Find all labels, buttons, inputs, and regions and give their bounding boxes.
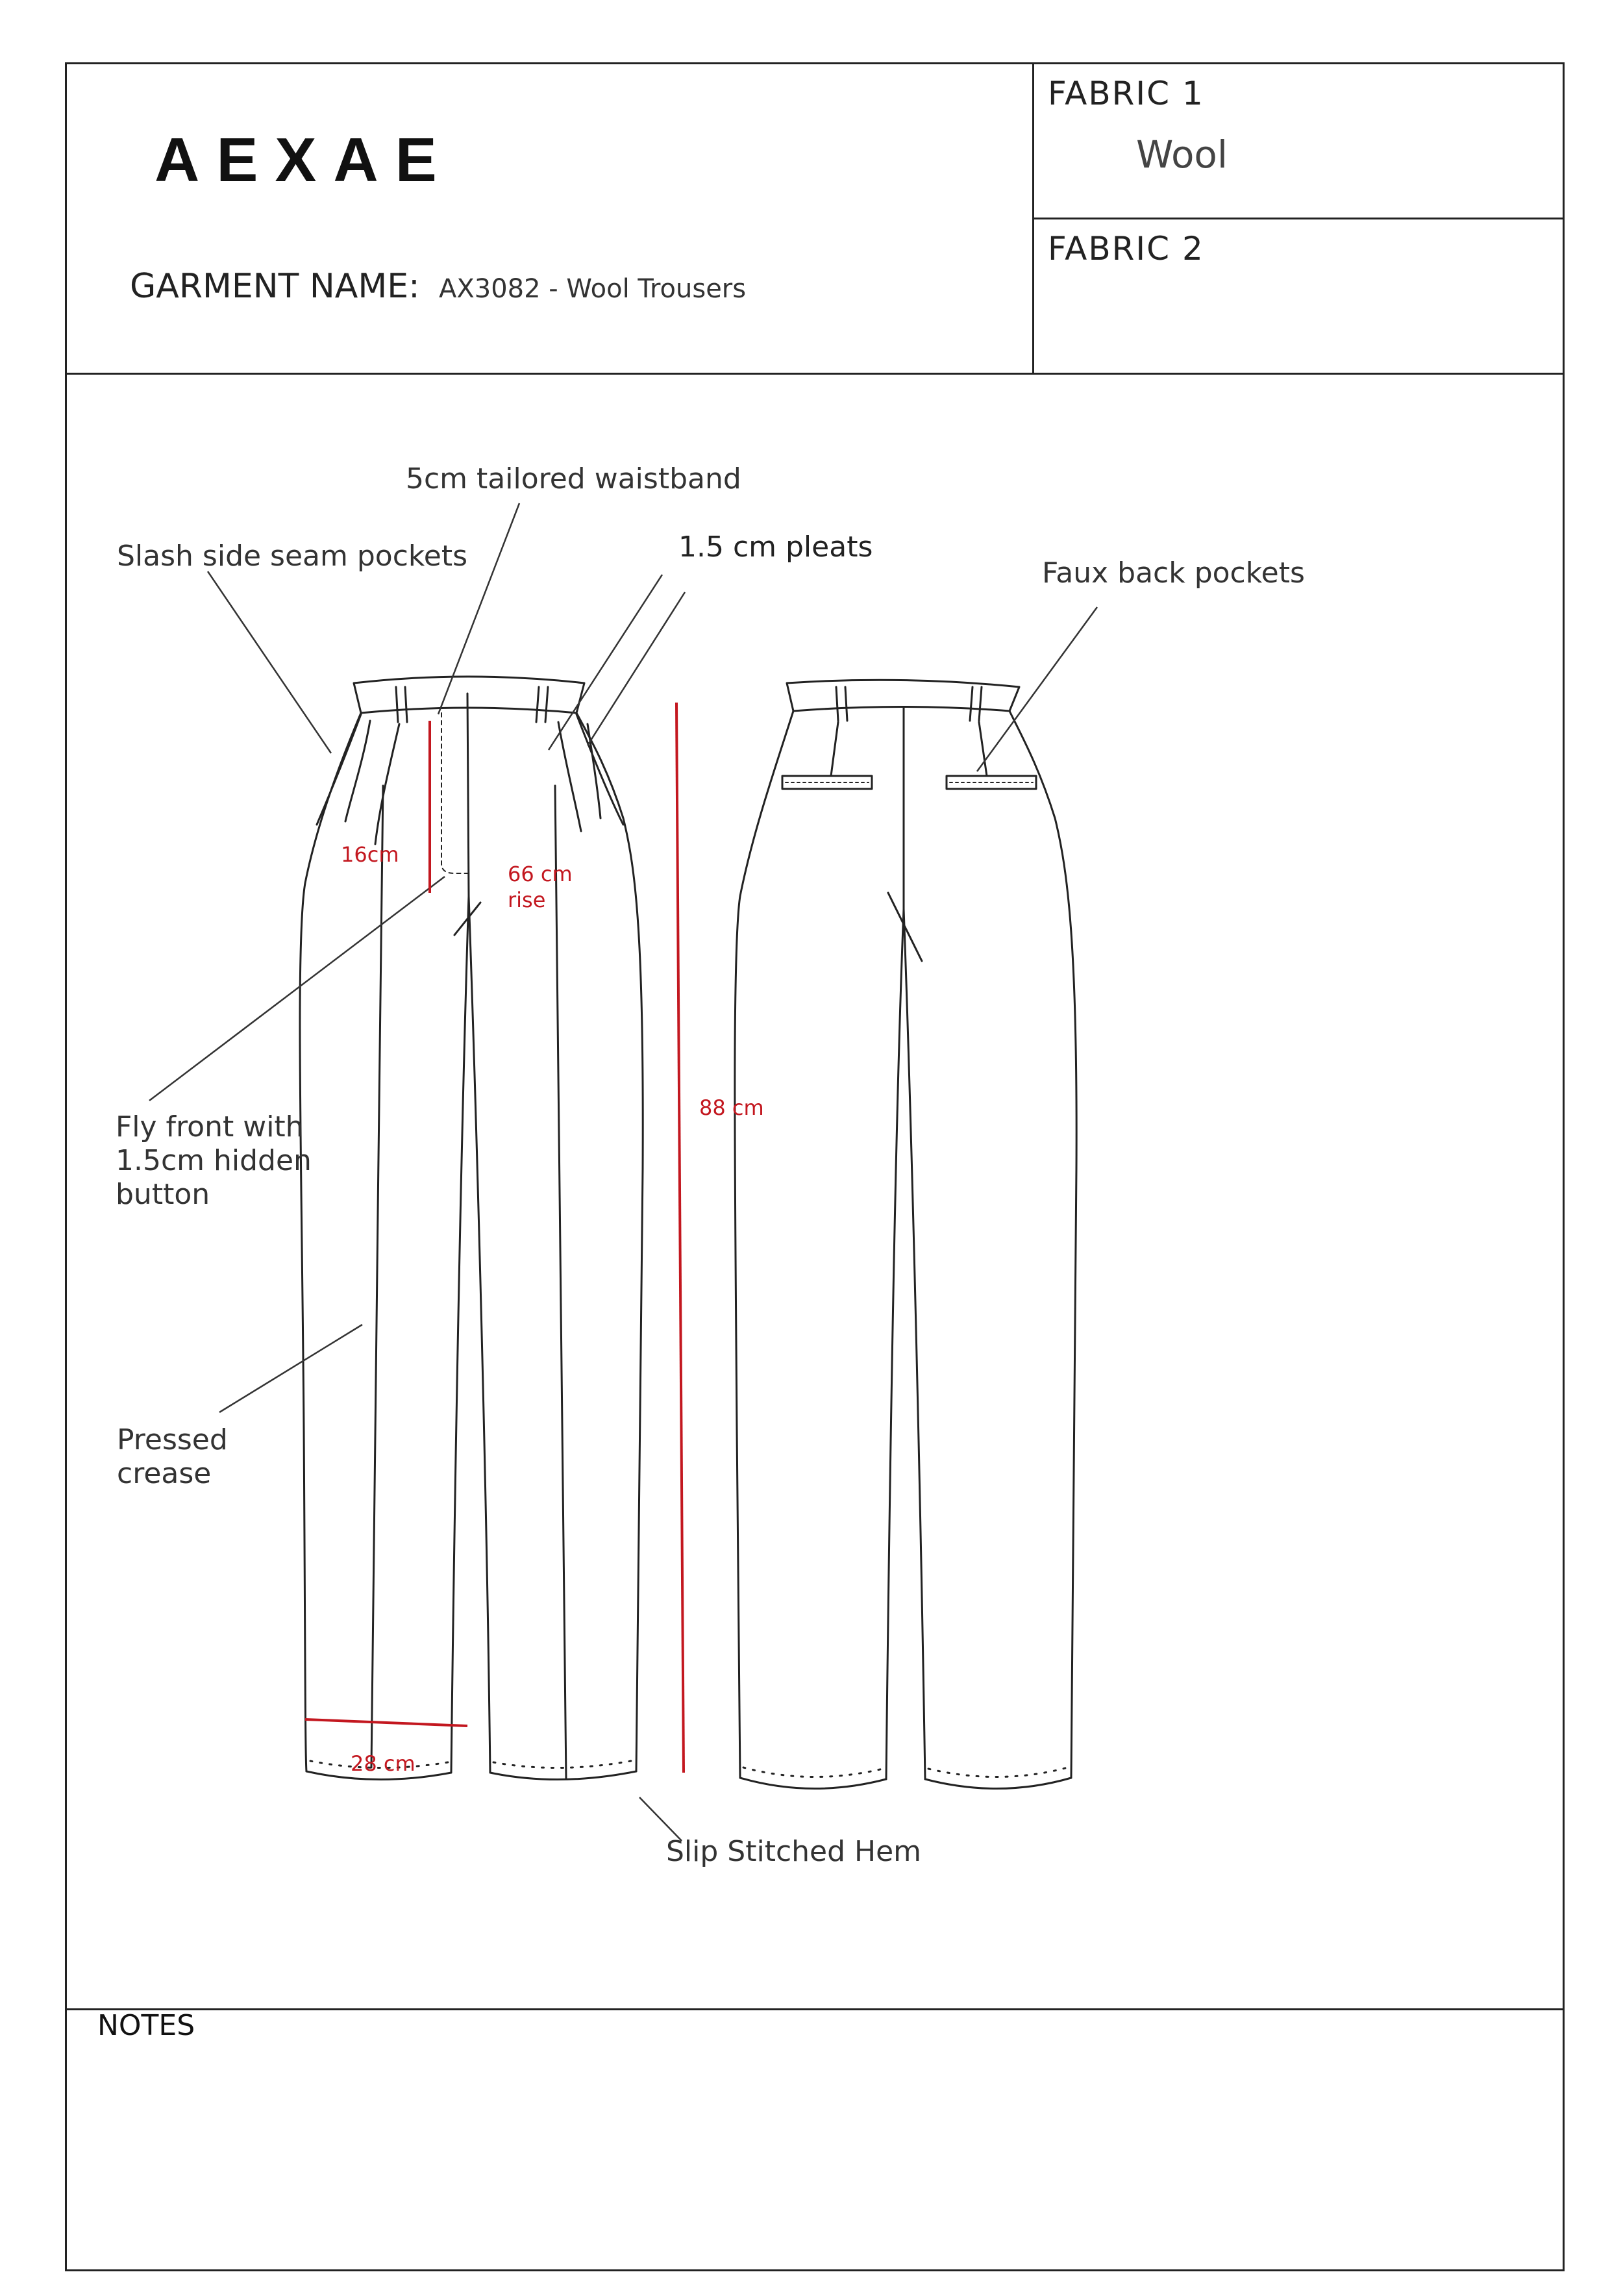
fly-front-callout [116,1110,312,1212]
fly-length-measure: 16cm [341,842,399,867]
garment-name-label: GARMENT NAME: [130,267,420,306]
fly-front-line-3: button [116,1178,210,1211]
pockets-callout: Slash side seam pockets [117,540,468,573]
notes-label: NOTES [97,2009,195,2042]
fly-front-line-2: 1.5cm hidden [116,1144,312,1177]
fabric-1-value: Wool [1136,132,1228,177]
crease-callout [117,1423,228,1491]
pleats-callout: 1.5 cm pleats [678,530,873,564]
garment-name-value: AX3082 - Wool Trousers [439,274,747,304]
fabric-2-label: FABRIC 2 [1048,230,1204,268]
crease-line-1: Pressed [117,1423,228,1456]
rise-measure-value: 66 cm [508,862,573,886]
inseam-measure: 88 cm [699,1095,764,1120]
hem-width-measure: 28 cm [351,1751,415,1776]
hem-callout: Slip Stitched Hem [666,1835,922,1868]
waistband-callout: 5cm tailored waistband [406,462,741,495]
back-pockets-callout: Faux back pockets [1042,556,1305,590]
fabric-1-label: FABRIC 1 [1048,75,1204,112]
crease-line-2: crease [117,1457,212,1490]
brand-logo: AEXAE [155,125,454,195]
back-trousers [735,680,1076,1788]
fly-front-line-1: Fly front with [116,1110,304,1143]
rise-measure-label: rise [508,888,546,912]
